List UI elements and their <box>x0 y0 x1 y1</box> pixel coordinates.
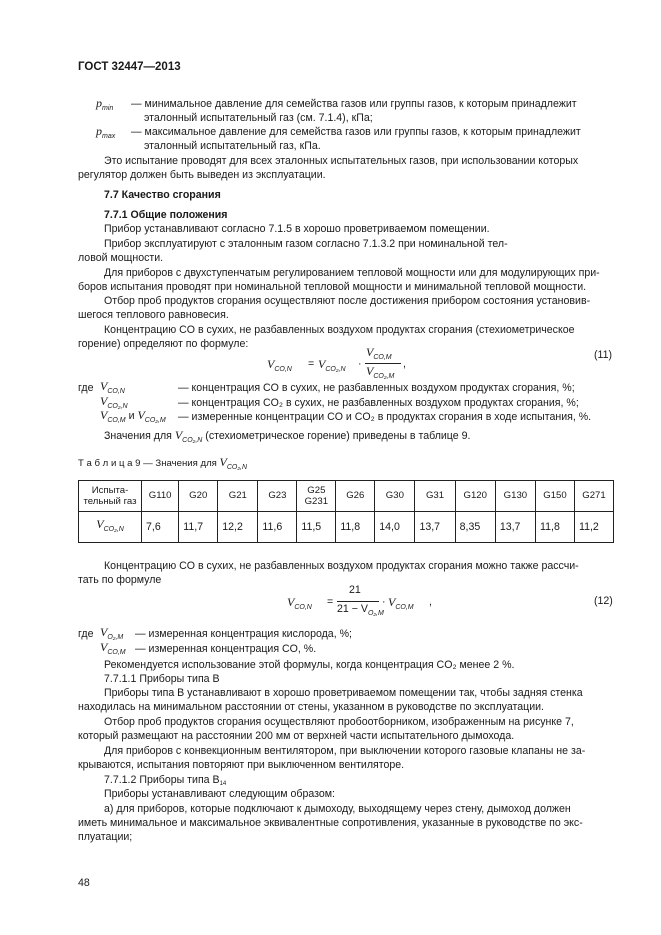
paragraph: Рекомендуется использование этой формулы, когда концентрация CO₂ менее 2 %. <box>104 659 515 671</box>
table-9 <box>78 480 614 543</box>
where-label: где <box>78 628 94 640</box>
paragraph: ловой мощности. <box>78 252 164 264</box>
def-text: — концентрация CO₂ в сухих, не разбавленных воздухом продуктах сгорания, %; <box>178 397 579 409</box>
def-text: — измеренная концентрация CO, %. <box>135 643 317 655</box>
def-text: — измеренные концентрации CO и CO₂ в продуктах сгорания в ходе испытания, %. <box>178 411 592 423</box>
paragraph: шегося теплового равновесия. <box>78 309 229 321</box>
gas-code: G26 <box>336 481 375 512</box>
table-9-reference: Значения для $V_{CO_2,N}$ (стехиометрическое горение) приведены в таблице 9. <box>104 428 471 444</box>
pmin-definition-line2: эталонный испытательный газ (см. 7.1.4), кПа; <box>144 112 373 124</box>
table-value-row <box>79 512 614 543</box>
table-cell: 8,35 <box>455 512 495 543</box>
gas-code: G130 <box>495 481 535 512</box>
paragraph: Приборы типа В устанавливают в хорошо проветриваемом помещении так, чтобы задняя стенка <box>104 687 583 699</box>
gas-code: G31 <box>415 481 455 512</box>
paragraph: Прибор эксплуатируют с эталонным газом согласно 7.1.3.2 при номинальной тел- <box>104 238 508 250</box>
table-cell: 7,6 <box>142 512 179 543</box>
gas-code: G20 <box>179 481 218 512</box>
paragraph: боров испытания проводят при номинальной тепловой мощности и минимальной тепловой мощности. <box>78 281 587 293</box>
test-note-line1: Это испытание проводят для всех эталонных испытательных газов, при использовании которых <box>104 155 579 167</box>
gas-code: G25 G231 <box>297 481 336 512</box>
table-cell: 11,2 <box>574 512 613 543</box>
list-item-a-line1: а) для приборов, которые подключают к дымоходу, выходящему через стену, дымоход должен <box>104 803 571 815</box>
pmin-definition-line1: — минимальное давление для семейства газов или группы газов, к которым принадлежит <box>131 98 577 110</box>
where-label: где <box>78 382 94 394</box>
table-cell: 11,7 <box>179 512 218 543</box>
section-7-7-1-title: 7.7.1 Общие положения <box>104 209 228 221</box>
paragraph: Для приборов с конвекционным вентилятором, при выключении которого газовые клапаны не за- <box>104 745 586 757</box>
paragraph: Отбор проб продуктов сгорания осуществляют пробоотборником, изображенным на рисунке 7, <box>104 716 574 728</box>
gas-code: G120 <box>455 481 495 512</box>
section-7-7-title: 7.7 Качество сгорания <box>104 189 221 201</box>
page-number: 48 <box>78 877 90 889</box>
def-symbol: $V_{CO,M}$ и $V_{CO_2,M}$ <box>100 408 166 424</box>
table-cell: 14,0 <box>375 512 415 543</box>
paragraph: тать по формуле <box>78 574 162 586</box>
def-text: — измеренная концентрация кислорода, %; <box>135 628 352 640</box>
table-header-row <box>79 481 614 512</box>
paragraph: горение) определяют по формуле: <box>78 338 249 350</box>
table-cell: 11,8 <box>336 512 375 543</box>
paragraph: Прибор устанавливают согласно 7.1.5 в хорошо проветриваемом помещении. <box>104 223 490 235</box>
gas-code: G23 <box>258 481 297 512</box>
list-item-a-line3: плуатации; <box>78 831 133 843</box>
paragraph: который размещают на расстоянии 200 мм от верхней части испытательного дымохода. <box>78 730 515 742</box>
paragraph: Отбор проб продуктов сгорания осуществляют после достижения прибором состояния установив- <box>104 295 591 307</box>
def-symbol: $V_{CO,N}$ <box>100 379 125 395</box>
section-7-7-1-2-title: 7.7.1.2 Приборы типа В14 <box>104 774 227 787</box>
list-item-a-line2: иметь минимальное и максимальное эквивалентные сопротивления, указанные в руководстве по экс- <box>78 817 583 829</box>
section-7-7-1-1-title: 7.7.1.1 Приборы типа В <box>104 673 220 685</box>
table-cell: 12,2 <box>218 512 258 543</box>
row-label: $V_{CO_2,N}$ <box>79 512 142 543</box>
gas-code: G150 <box>536 481 575 512</box>
paragraph: находилась на минимальном расстоянии от стены, указанном в руководстве по эксплуатации. <box>78 701 544 713</box>
gas-code: G21 <box>218 481 258 512</box>
pmax-definition-line2: эталонный испытательный газ, кПа. <box>144 140 321 152</box>
table-cell: 13,7 <box>415 512 455 543</box>
paragraph: Приборы устанавливают следующим образом: <box>104 788 335 800</box>
pmax-definition-line1: — максимальное давление для семейства газов или группы газов, к которым принадлежит <box>131 126 581 138</box>
paragraph: крываются, испытания повторяют при выключенном вентиляторе. <box>78 759 405 771</box>
paragraph: Для приборов с двухступенчатым регулированием тепловой мощности или для модулирующих при- <box>104 267 600 279</box>
table-head-label: Испыта- тельный газ <box>79 481 142 512</box>
table-9-caption: Т а б л и ц а 9 — Значения для $V_{CO_2,N}$ <box>78 455 248 471</box>
table-cell: 11,6 <box>258 512 297 543</box>
gas-code: G271 <box>574 481 613 512</box>
formula-12: $V_{CO,N}$ = 21 $21 - V_{O_2,M}$ · $V_{CO,M}$ , <box>287 584 432 617</box>
test-note-line2: регулятор должен быть выведен из эксплуатации. <box>78 169 326 181</box>
pmax-symbol: $p_{max}$ <box>96 124 116 140</box>
def-symbol: $V_{CO,M}$ <box>100 640 126 656</box>
table-cell: 13,7 <box>495 512 535 543</box>
paragraph: Концентрацию CO в сухих, не разбавленных воздухом продуктах сгорания (стехиометрическое <box>104 324 575 336</box>
pmin-symbol: $p_{min}$ <box>96 96 114 112</box>
def-symbol: $V_{O_2,M}$ <box>100 625 124 641</box>
paragraph: Концентрацию CO в сухих, не разбавленных воздухом продуктах сгорания можно также рассчи- <box>104 560 579 572</box>
document-header: ГОСТ 32447—2013 <box>78 61 181 73</box>
formula-12-number: (12) <box>594 595 613 607</box>
gas-code: G110 <box>142 481 179 512</box>
table-cell: 11,8 <box>536 512 575 543</box>
def-text: — концентрация CO в сухих, не разбавленных воздухом продуктах сгорания, %; <box>178 382 575 394</box>
table-cell: 11,5 <box>297 512 336 543</box>
def-symbol: $V_{CO_2,N}$ <box>100 394 128 410</box>
formula-11: $V_{CO,N}$ = $V_{CO_2,N}$ · $V_{CO,M}$ $V_{CO_2,M}$ , <box>267 345 406 380</box>
formula-11-number: (11) <box>594 349 613 361</box>
gas-code: G30 <box>375 481 415 512</box>
